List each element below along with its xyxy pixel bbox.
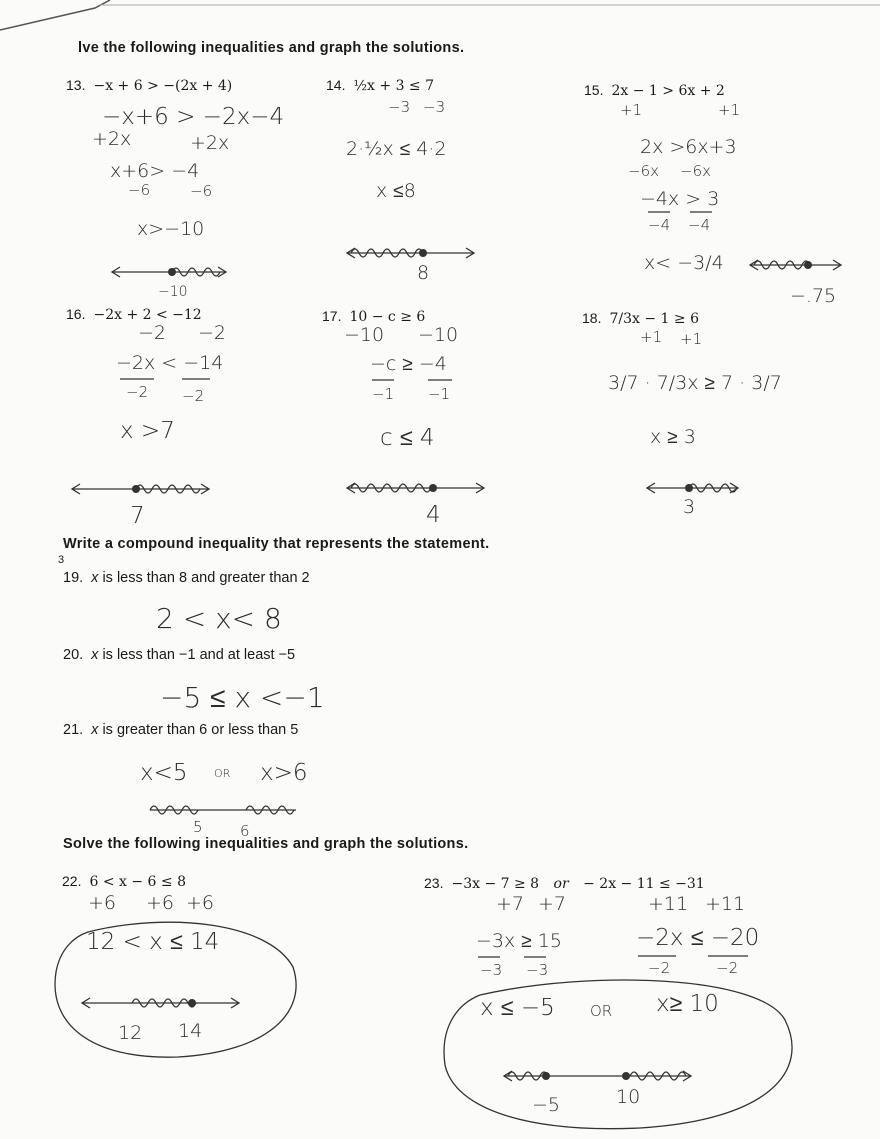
p18-work-3: 3/7 · 7/3x ≥ 7 · 3/7 bbox=[608, 372, 782, 394]
p22-work-1: +6 bbox=[88, 892, 117, 914]
p22-work-3: +6 bbox=[186, 892, 215, 914]
p23-answer-or: OR bbox=[590, 1002, 613, 1020]
item-21-answer-a: x<5 bbox=[140, 760, 188, 786]
item-21-label-5: 5 bbox=[193, 818, 203, 836]
p15-work-6: −4x > 3 bbox=[640, 188, 720, 210]
problem-18-statement: 18. 7/3x − 1 ≥ 6 bbox=[582, 310, 699, 327]
p23-number-line bbox=[502, 1066, 697, 1086]
item-21-or: OR bbox=[214, 767, 231, 780]
item-19-answer: 2 < x< 8 bbox=[156, 602, 282, 635]
p16-number-line bbox=[70, 479, 215, 499]
p13-work-3: +2x bbox=[190, 132, 230, 154]
p13-graph-label: −10 bbox=[158, 284, 188, 300]
p23-work-4: +11 bbox=[705, 893, 746, 915]
p15-work-2: +1 bbox=[718, 101, 741, 119]
item-21-statement: 21. x is greater than 6 or less than 5 bbox=[63, 722, 299, 738]
p14-number-line bbox=[345, 243, 480, 263]
item-19-statement: 19. x is less than 8 and greater than 2 bbox=[63, 570, 310, 586]
p18-number-line bbox=[645, 478, 745, 498]
p23-divide-bars-left bbox=[476, 955, 556, 959]
p23-work-6: −3 bbox=[480, 961, 503, 979]
p16-work-4: −2 bbox=[126, 383, 149, 401]
p17-work-5: −1 bbox=[428, 385, 451, 403]
p23-work-1: +7 bbox=[496, 893, 525, 915]
p15-work-8: −4 bbox=[688, 216, 711, 234]
p22-work-2: +6 bbox=[146, 892, 175, 914]
p23-work-8: −2x ≤ −20 bbox=[636, 925, 760, 951]
p13-work-1: −x+6 > −2x−4 bbox=[102, 104, 285, 130]
p23-divide-bars-right bbox=[636, 954, 756, 958]
p16-work-1: −2 bbox=[138, 322, 167, 344]
p17-divide-bars bbox=[370, 378, 460, 382]
p18-answer: x ≥ 3 bbox=[650, 426, 696, 448]
section1-heading: lve the following inequalities and graph the solutions. bbox=[78, 40, 465, 56]
p15-graph-label: −.75 bbox=[790, 285, 837, 307]
problem-14-statement: 14. ½x + 3 ≤ 7 bbox=[326, 77, 435, 94]
problem-16-statement: 16. −2x + 2 < −12 bbox=[66, 306, 202, 323]
margin-mark: 3 bbox=[58, 554, 65, 566]
p17-graph-label: 4 bbox=[426, 502, 441, 528]
p15-divide-bars bbox=[646, 210, 716, 214]
item-21-label-6: 6 bbox=[240, 822, 250, 840]
p15-answer: x< −3/4 bbox=[644, 252, 724, 274]
problem-13-statement: 13. −x + 6 > −(2x + 4) bbox=[66, 77, 233, 94]
problem-15-statement: 15. 2x − 1 > 6x + 2 bbox=[584, 82, 725, 99]
p13-answer: x>−10 bbox=[137, 218, 205, 240]
p18-work-1: +1 bbox=[640, 328, 663, 346]
p15-work-4: −6x bbox=[628, 162, 659, 180]
p23-work-10: −2 bbox=[716, 959, 739, 977]
problem-23-statement: 23. −3x − 7 ≥ 8 or − 2x − 11 ≤ −31 bbox=[424, 875, 705, 892]
p17-work-1: −10 bbox=[344, 324, 385, 346]
p18-work-2: +1 bbox=[680, 330, 703, 348]
item-20-answer: −5 ≤ x <−1 bbox=[160, 681, 325, 714]
p16-work-3: −2x < −14 bbox=[116, 352, 224, 374]
p16-answer: x >7 bbox=[120, 418, 175, 444]
p16-work-2: −2 bbox=[198, 322, 227, 344]
p23-answer-b: x≥ 10 bbox=[656, 991, 719, 1017]
p15-work-1: +1 bbox=[620, 101, 643, 119]
p22-answer: 12 < x ≤ 14 bbox=[86, 929, 220, 955]
p23-work-2: +7 bbox=[538, 893, 567, 915]
p14-work-2: −3 bbox=[423, 98, 446, 116]
item-20-statement: 20. x is less than −1 and at least −5 bbox=[63, 647, 296, 663]
p22-label-12: 12 bbox=[118, 1022, 143, 1044]
p16-work-5: −2 bbox=[182, 387, 205, 405]
p14-work-3: 2·½x ≤ 4·2 bbox=[346, 138, 447, 160]
p14-answer: x ≤8 bbox=[376, 180, 416, 202]
p17-answer: c ≤ 4 bbox=[380, 425, 435, 451]
p16-graph-label: 7 bbox=[130, 503, 145, 529]
p14-work-1: −3 bbox=[388, 98, 411, 116]
p15-work-5: −6x bbox=[680, 162, 711, 180]
p17-work-4: −1 bbox=[372, 385, 395, 403]
p13-work-6: −6 bbox=[190, 182, 213, 200]
p17-work-3: −c ≥ −4 bbox=[370, 353, 447, 375]
p16-divide-bars bbox=[118, 377, 218, 381]
p18-graph-label: 3 bbox=[683, 496, 696, 518]
p22-number-line bbox=[80, 993, 245, 1013]
p23-work-5: −3x ≥ 15 bbox=[476, 930, 562, 952]
p13-work-4: x+6> −4 bbox=[110, 160, 200, 182]
p15-work-7: −4 bbox=[648, 216, 671, 234]
p17-work-2: −10 bbox=[418, 324, 459, 346]
item-21-answer-b: x>6 bbox=[260, 760, 308, 786]
problem-17-statement: 17. 10 − c ≥ 6 bbox=[322, 308, 426, 325]
p15-number-line bbox=[748, 255, 848, 275]
p22-label-14: 14 bbox=[178, 1020, 203, 1042]
item-21-number-line bbox=[148, 800, 303, 820]
p14-graph-label: 8 bbox=[417, 262, 430, 284]
p13-number-line bbox=[110, 262, 235, 282]
p15-work-3: 2x >6x+3 bbox=[640, 136, 737, 158]
p13-work-2: +2x bbox=[92, 128, 132, 150]
p23-label-neg5: −5 bbox=[532, 1094, 561, 1116]
p23-label-10: 10 bbox=[616, 1086, 641, 1108]
p13-work-5: −6 bbox=[128, 181, 151, 199]
section3-heading: Solve the following inequalities and graph the solutions. bbox=[63, 836, 469, 852]
p23-work-3: +11 bbox=[648, 893, 689, 915]
p23-work-7: −3 bbox=[526, 961, 549, 979]
p17-number-line bbox=[345, 478, 490, 498]
problem-22-statement: 22. 6 < x − 6 ≤ 8 bbox=[62, 873, 186, 890]
p23-answer-a: x ≤ −5 bbox=[480, 995, 555, 1021]
p23-work-9: −2 bbox=[648, 959, 671, 977]
section2-heading: Write a compound inequality that represents the statement. bbox=[63, 536, 490, 552]
